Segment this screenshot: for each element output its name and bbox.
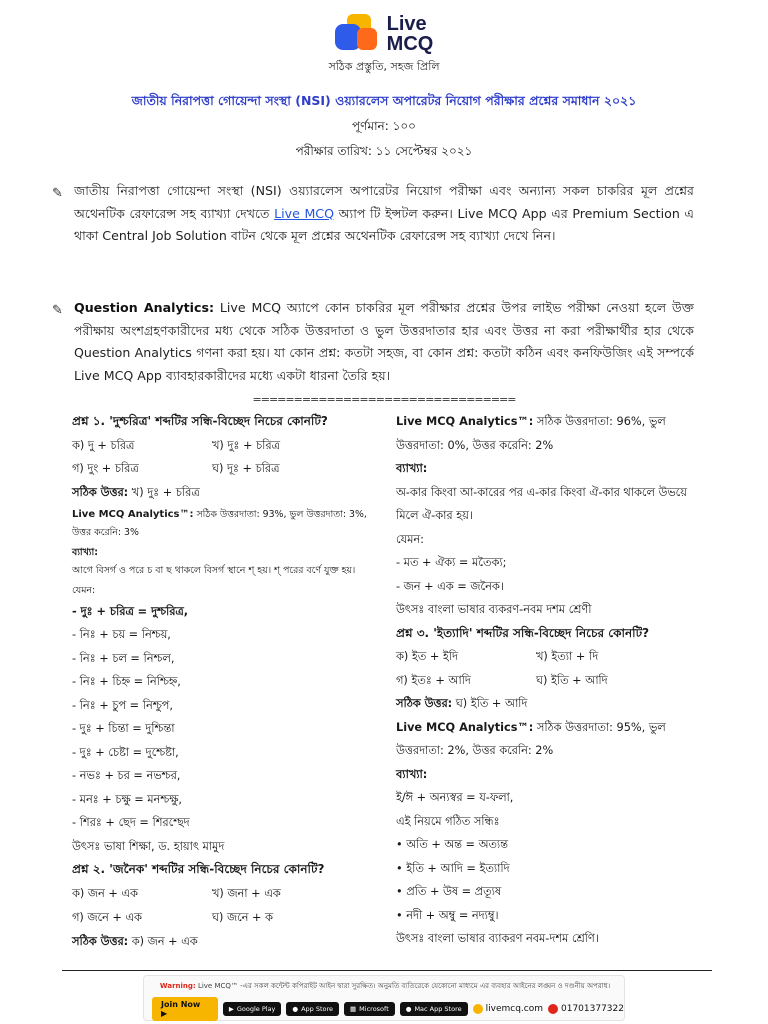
list-item: • অতি + অন্ত = অত্যন্ত	[396, 838, 508, 851]
list-item: • প্রতি + উষ = প্রত্যূষ	[396, 885, 502, 898]
question-2-explain: অ-কার কিংবা আ-কারের পর এ-কার কিংবা ঐ-কার থাকলে উভয়ে মিলে ঐ-কার হয়।	[396, 485, 687, 522]
list-item: - জন + এক = জনৈক।	[396, 579, 504, 593]
website-link[interactable]: livemcq.com	[473, 1004, 543, 1014]
microsoft-badge[interactable]: ▦ Microsoft	[344, 1002, 395, 1016]
list-item: • ইতি + আদি = ইত্যাদি	[396, 861, 510, 875]
app-store-badge[interactable]: ● App Store	[286, 1002, 339, 1016]
question-1-explain: আগে বিসর্গ ও পরে চ বা ছ থাকলে বিসর্গ স্থানে শ্ হয়। শ্ পরের বর্ণে যুক্ত হয়।	[72, 564, 356, 576]
list-item: • নদী + অম্বু = নদ্যম্বু।	[396, 908, 499, 922]
logo-mark-icon	[335, 14, 379, 54]
question-2-options: ক) জন + এক খ) জনা + এক গ) জনে + এক ঘ) জনে + ক	[72, 886, 281, 924]
apple-icon: ●	[405, 1005, 412, 1013]
question-1-explain-label: ব্যাখ্যা:	[72, 547, 98, 558]
question-1-options: ক) দু + চরিত্র খ) দুঃ + চরিত্র গ) দুং + চরিত্র ঘ) দূঃ + চরিত্র	[72, 438, 280, 475]
title-block	[0, 93, 768, 163]
question-3: প্রশ্ন ৩. 'ইত্যাদি' শব্দটির সন্ধি-বিচ্ছেদ নিচের কোনটি?	[396, 625, 650, 640]
question-3-explain: ই/ঈ + অন্যস্বর = য-ফলা,	[396, 791, 514, 804]
question-2-analytics: Live MCQ Analytics™: সঠিক উত্তরদাতা: 96%, ভুল উত্তরদাতা: 0%, উত্তর করেনি: 2%	[396, 415, 666, 452]
question-2-source: উৎসঃ বাংলা ভাষার ব্যকরণ-নবম দশম শ্রেণী	[396, 603, 592, 616]
play-icon: ▶	[228, 1005, 234, 1013]
footer-banner	[143, 975, 625, 1021]
copyright-warning: Warning: Live MCQ™ -এর সকল কন্টেন্ট কপিরাইট আইন দ্বারা সুরক্ষিত। অনুমতি ব্যতিরেকে যেকোনো মাধ্যমে এর ব্যবহার আইনের লঙ্ঘন ও দণ্ডনীয় অপরাধ।	[159, 982, 611, 990]
apple-icon: ●	[292, 1005, 299, 1013]
question-1-analytics: Live MCQ Analytics™: সঠিক উত্তরদাতা: 93%, ভুল উত্তরদাতা: 3%, উত্তর করেনি: 3%	[72, 509, 367, 538]
pen-icon: ✎	[52, 186, 63, 201]
analytics-paragraph: ✎ Question Analytics: Live MCQ অ্যাপে কোন চাকরির মূল পরীক্ষার প্রশ্নের উপর লাইভ পরীক্ষা নেওয়া হলে উক্ত পরীক্ষায় অংশগ্রহণকারীদের মধ্য থেকে সঠিক উত্তরদাতা ও ভুল উত্তরদাতার হার এবং উত্তর না করা পরীক্ষার্থীর হার থেকে Question Analytics গণনা করা হয়। যা কোন প্রশ্ন: কতটা সহজ, বা কোন প্রশ্ন: কতটা কঠিন এবং কনফিউজিং এই সম্পর্কে Live MCQ App ব্যাবহারকারীদের মধ্যে একটা ধারনা তৈরি হয়।	[52, 300, 694, 383]
footer-actions	[152, 997, 624, 1021]
logo-text: Live MCQ	[386, 13, 434, 55]
example-list: - দুঃ + চরিত্র = দুশ্চরিত্র, - নিঃ + চয় = নিশ্চয়, - নিঃ + চল = নিশ্চল, - নিঃ + চিহ্ন = নিশ্চিহ্ন, - নিঃ + চুপ = নিশ্চুপ, - দুঃ + চিন্তা = দুশ্চিন্তা - দুঃ + চেষ্টা = দুশ্চেষ্টা, - নভঃ + চর = নভশ্চর, - মনঃ + চক্ষু = মনশ্চক্ষু, - শিরঃ + ছেদ = শিরশ্ছেদ	[72, 604, 190, 829]
phone-icon	[548, 1004, 558, 1014]
question-2-answer: সঠিক উত্তর: ক) জন + এক	[72, 934, 198, 948]
live-mcq-link[interactable]: Live MCQ	[274, 205, 335, 221]
phone-number[interactable]: 01701377322	[548, 1004, 624, 1014]
full-marks: পূর্ণমান: ১০০	[352, 119, 416, 133]
left-column	[72, 410, 378, 953]
tagline: সঠিক প্রস্তুতি, সহজ প্রিলি	[328, 60, 440, 73]
question-3-explain-label: ব্যাখ্যা:	[396, 767, 428, 781]
example-label: যেমন:	[72, 585, 96, 596]
list-item: - মত + ঐক্য = মতৈক্য;	[396, 556, 507, 569]
question-3-source: উৎসঃ বাংলা ভাষার ব্যাকরণ নবম-দশম শ্রেণি।	[396, 932, 599, 945]
example-label: যেমন:	[396, 532, 424, 546]
question-3-answer: সঠিক উত্তর: ঘ) ইতি + আদি	[396, 697, 528, 710]
pen-icon: ✎	[52, 303, 63, 318]
question-1-source: উৎসঃ ভাষা শিক্ষা, ড. হায়াৎ মামুদ	[72, 839, 225, 853]
page-title: জাতীয় নিরাপত্তা গোয়েন্দা সংস্থা (NSI) ওয়্যারলেস অপারেটর নিয়োগ পরীক্ষার প্রশ্নের সমাধান ২০২১	[131, 93, 637, 108]
question-3-options: ক) ইত + ইদি খ) ইত্যা + দি গ) ইতঃ + আদি ঘ) ইতি + আদি	[396, 650, 608, 687]
right-column	[396, 410, 706, 951]
logo	[0, 14, 768, 77]
question-1: প্রশ্ন ১. 'দুশ্চরিত্র' শব্দটির সন্ধি-বিচ্ছেদ নিচের কোনটি?	[72, 414, 328, 428]
divider: ================================	[252, 393, 516, 406]
google-play-badge[interactable]: ▶ Google Play	[223, 1002, 282, 1016]
join-now-button[interactable]: Join Now ▶	[152, 997, 218, 1021]
question-1-answer: সঠিক উত্তর: খ) দুঃ + চরিত্র	[72, 485, 200, 499]
mac-app-store-badge[interactable]: ● Mac App Store	[400, 1002, 468, 1016]
question-2: প্রশ্ন ২. 'জনৈক' শব্দটির সন্ধি-বিচ্ছেদ নিচের কোনটি?	[72, 862, 325, 876]
exam-date: পরীক্ষার তারিখ: ১১ সেপ্টেম্বর ২০২১	[295, 144, 473, 158]
question-3-explain-2: এই নিয়মে গঠিত সন্ধিঃ	[396, 814, 500, 828]
footer-divider	[62, 970, 712, 971]
globe-icon	[473, 1004, 483, 1014]
question-3-analytics: Live MCQ Analytics™: সঠিক উত্তরদাতা: 95%, ভুল উত্তরদাতা: 2%, উত্তর করেনি: 2%	[396, 720, 666, 757]
question-2-explain-label: ব্যাখ্যা:	[396, 462, 428, 475]
windows-icon: ▦	[350, 1005, 357, 1013]
intro-paragraph: ✎ জাতীয় নিরাপত্তা গোয়েন্দা সংস্থা (NSI) ওয়্যারলেস অপারেটর নিয়োগ পরীক্ষা এবং অন্যান্য সকল চাকরির মূল প্রশ্নের অথেনটিক রেফারেন্স সহ ব্যাখ্যা দেখতে Live MCQ অ্যাপ টি ইন্সটল করুন। Live MCQ App এর Premium Section এ থাকা Central Job Solution বাটন থেকে মূল প্রশ্নের অথেনটিক রেফারেন্স সহ ব্যাখ্যা দেখে নিন।	[52, 183, 694, 243]
